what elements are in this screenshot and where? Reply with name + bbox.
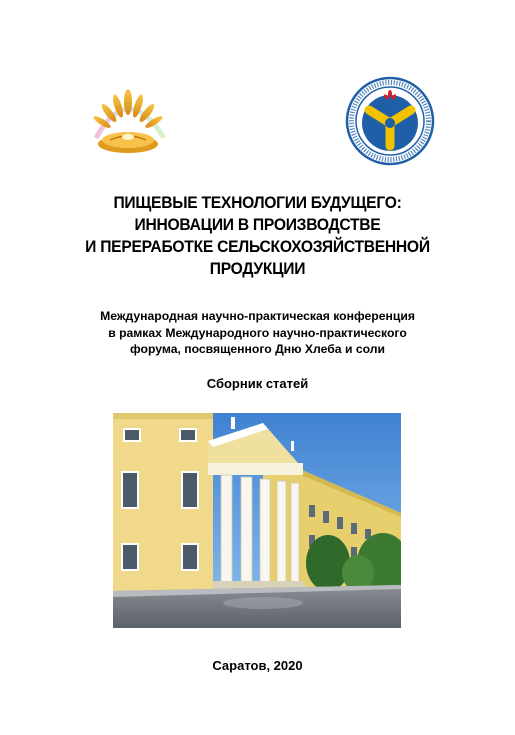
title-line: И ПЕРЕРАБОТКЕ СЕЛЬСКОХОЗЯЙСТВЕННОЙ bbox=[85, 237, 430, 256]
subtitle-line: Международная научно-практическая конференция bbox=[100, 309, 415, 323]
subtitle-line: форума, посвященного Дню Хлеба и соли bbox=[130, 342, 385, 356]
publication-place-year: Саратов, 2020 bbox=[212, 658, 303, 673]
title-line: ИННОВАЦИИ В ПРОИЗВОДСТВЕ bbox=[134, 215, 381, 234]
conference-description bbox=[40, 308, 475, 358]
university-seal-icon bbox=[345, 76, 435, 166]
collection-label: Сборник статей bbox=[206, 376, 309, 391]
subtitle-line: в рамках Международного научно-практического bbox=[108, 325, 407, 340]
university-building-photo bbox=[113, 413, 401, 628]
document-title bbox=[57, 192, 457, 280]
title-line: ПРОДУКЦИИ bbox=[209, 259, 306, 278]
title-line: ПИЩЕВЫЕ ТЕХНОЛОГИИ БУДУЩЕГО: bbox=[113, 193, 402, 212]
wheat-bread-emblem-icon bbox=[78, 80, 178, 160]
